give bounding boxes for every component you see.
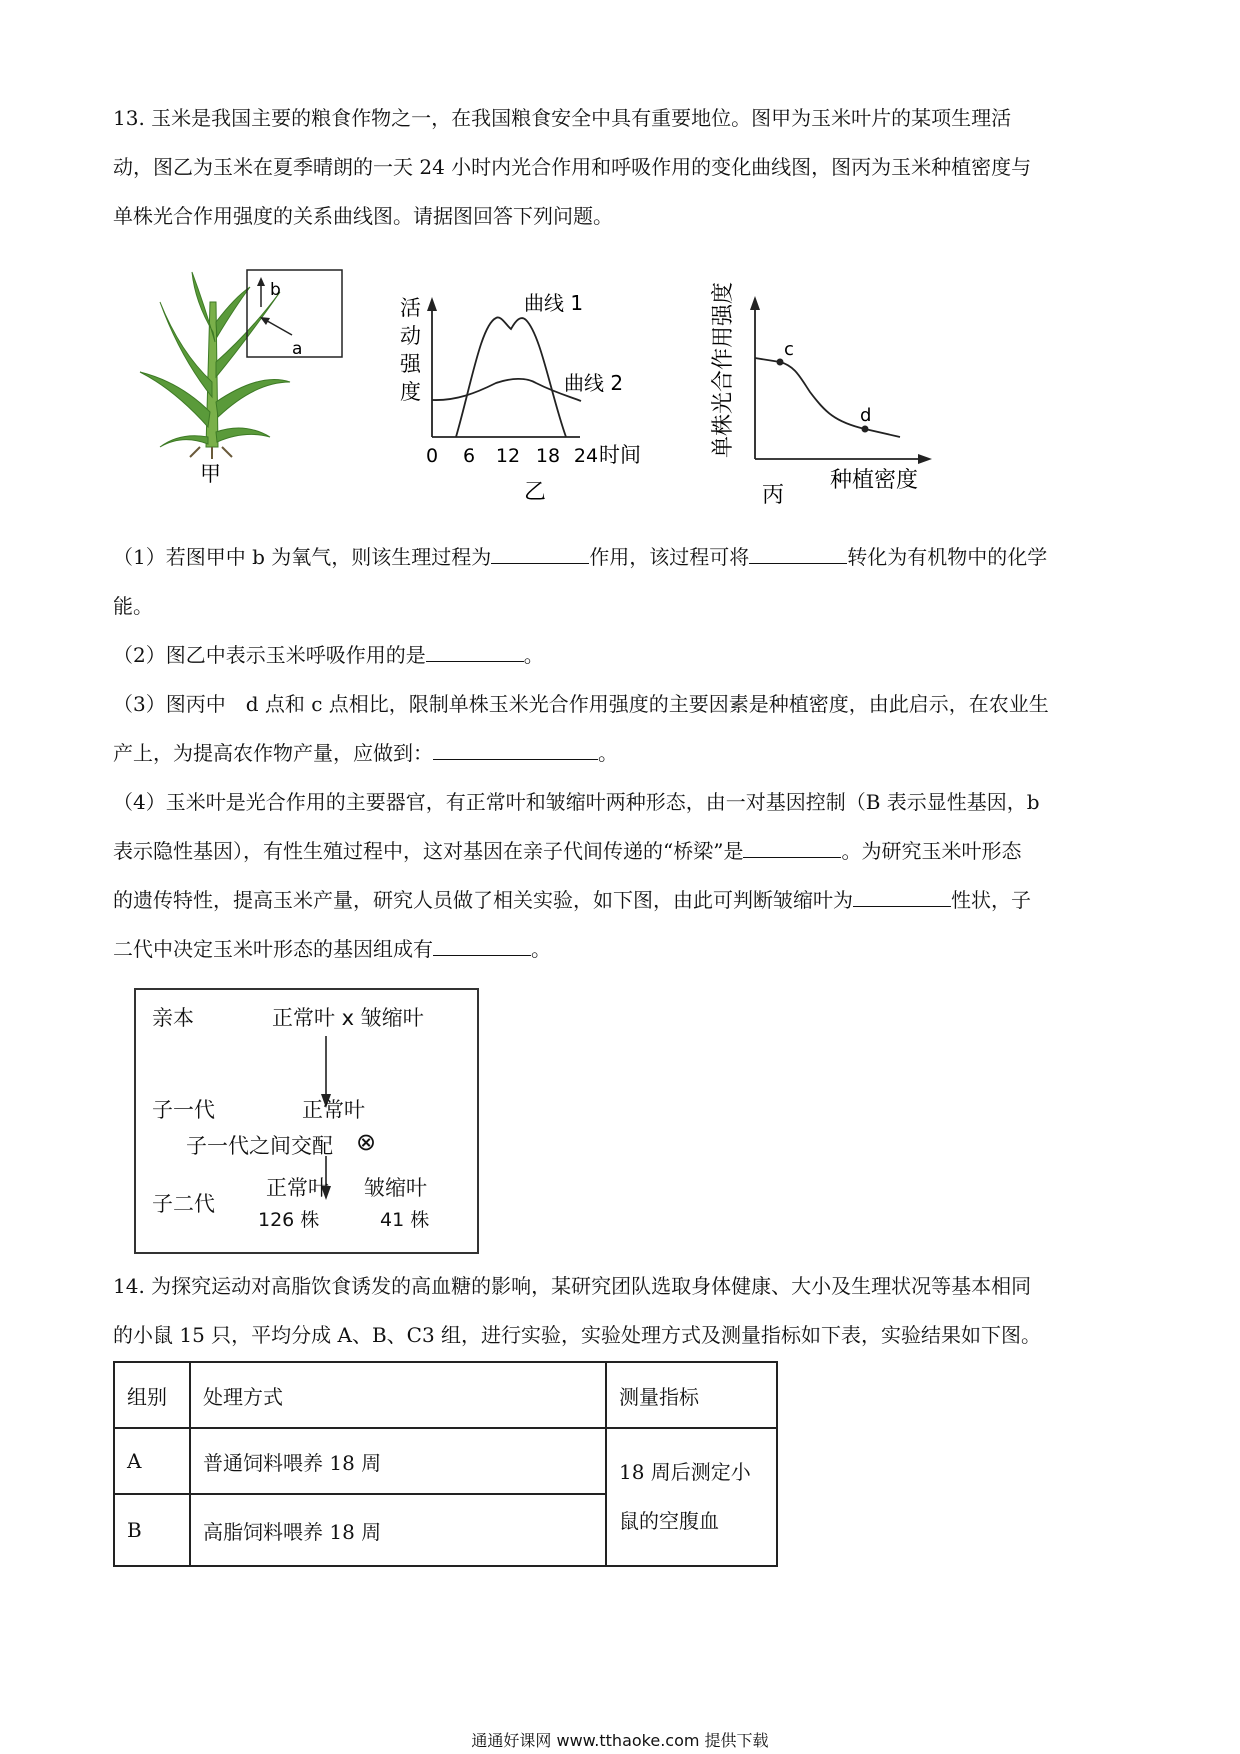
q14-treatment-table	[113, 1361, 778, 1567]
corn-plant-illustration	[140, 272, 290, 459]
q14-stem-line2: 的小鼠 15 只，平均分成 A、B、C3 组，进行实验，实验处理方式及测量指标如下表，实验结果如下图。	[113, 1323, 1042, 1347]
cross-f2-label: 子二代	[152, 1192, 215, 1216]
table-header-group: 组别	[114, 1362, 190, 1428]
figure-jia	[120, 262, 360, 492]
q13-part4-line3: 的遗传特性，提高玉米产量，研究人员做了相关实验，如下图，由此可判断皱缩叶为 性状，子	[113, 876, 1125, 925]
cross-parent-label: 亲本	[152, 1006, 194, 1030]
table-cell-measure: 18 周后测定小 鼠的空腹血	[606, 1428, 777, 1566]
figure-bing-xlabel: 种植密度	[830, 468, 919, 493]
q13-stem-line3: 单株光合作用强度的关系曲线图。请据图回答下列问题。	[113, 204, 613, 228]
figure-bing	[700, 262, 940, 512]
answer-blank[interactable]	[433, 737, 598, 760]
cross-parent-phenotypes: 正常叶 x 皱缩叶	[272, 1006, 424, 1030]
q13-part4-line2: 表示隐性基因），有性生殖过程中，这对基因在亲子代间传递的“桥梁”是 。为研究玉米叶形态	[113, 827, 1125, 876]
point-d	[862, 426, 869, 433]
answer-blank[interactable]	[853, 884, 951, 907]
table-cell-treatment: 高脂饲料喂养 18 周	[190, 1494, 606, 1566]
label-a: a	[292, 339, 303, 359]
svg-text:12: 12	[495, 445, 521, 467]
answer-blank[interactable]	[491, 541, 589, 564]
cross-f2-wrinkled-count: 41 株	[380, 1209, 430, 1231]
q13-part4-line4: 二代中决定玉米叶形态的基因组成有 。	[113, 925, 1125, 974]
svg-text:18: 18	[535, 445, 561, 467]
q13-stem-line2: 动，图乙为玉米在夏季晴朗的一天 24 小时内光合作用和呼吸作用的变化曲线图，图丙为玉米种植密度与	[113, 155, 1032, 179]
svg-text:活: 活	[400, 296, 421, 320]
cross-f1-phenotype: 正常叶	[302, 1098, 365, 1122]
q13-part1-line2: 能。	[113, 594, 153, 618]
cross-f1-label: 子一代	[152, 1098, 215, 1122]
figure-yi	[396, 285, 666, 510]
answer-blank[interactable]	[426, 639, 524, 662]
figure-bing-ylabel: 单株光合作用强度	[711, 281, 736, 458]
q13-part3-line1: （3）图丙中 d 点和 c 点相比，限制单株玉米光合作用强度的主要因素是种植密度，由此启示，在农业生	[113, 692, 1049, 716]
figure-yi-x-ticks	[426, 445, 598, 467]
label-c: c	[784, 339, 794, 360]
svg-text:度: 度	[400, 380, 421, 404]
curve-2-label: 曲线 2	[564, 371, 624, 395]
svg-text:0: 0	[425, 445, 439, 467]
table-cell-group: A	[114, 1428, 190, 1494]
figure-yi-ylabel	[400, 296, 422, 404]
page-footer: 通通好课网 www.tthaoke.com 提供下载	[471, 1731, 769, 1750]
table-header-measure: 测量指标	[606, 1362, 777, 1428]
density-curve	[755, 358, 900, 437]
curve-1-line	[456, 317, 566, 437]
table-header-treatment: 处理方式	[190, 1362, 606, 1428]
q14-stem-line1: 14. 为探究运动对高脂饮食诱发的高血糖的影响，某研究团队选取身体健康、大小及生理状况等基本相同	[113, 1274, 1032, 1298]
q13-part4-line1: （4）玉米叶是光合作用的主要器官，有正常叶和皱缩叶两种形态，由一对基因控制（B 表示显性基因，b	[113, 790, 1040, 814]
figure-bing-caption: 丙	[762, 483, 785, 508]
genetic-cross-diagram	[134, 988, 479, 1254]
answer-blank[interactable]	[743, 835, 841, 858]
curve-1-label: 曲线 1	[524, 291, 584, 315]
svg-text:动: 动	[400, 324, 421, 348]
self-cross-symbol: ⊗	[356, 1128, 377, 1156]
table-cell-treatment: 普通饲料喂养 18 周	[190, 1428, 606, 1494]
figure-yi-x-unit: 时间	[599, 443, 641, 467]
label-b: b	[270, 280, 281, 300]
cross-f1-mating: 子一代之间交配	[186, 1134, 333, 1158]
curve-2-line	[432, 379, 581, 401]
q13-part1-line1: （1）若图甲中 b 为氧气，则该生理过程为 作用，该过程可将 转化为有机物中的化学	[113, 533, 1125, 582]
figure-yi-caption: 乙	[524, 480, 547, 505]
q13-part3-line2: 产上，为提高农作物产量，应做到： 。	[113, 729, 1125, 778]
label-d: d	[860, 405, 872, 426]
svg-text:强: 强	[400, 352, 421, 376]
table-row	[114, 1428, 777, 1494]
q13-stem-line1: 13. 玉米是我国主要的粮食作物之一，在我国粮食安全中具有重要地位。图甲为玉米叶片的某项生理活	[113, 106, 1012, 130]
cross-f2-normal-count: 126 株	[258, 1209, 320, 1231]
cross-f2-wrinkled: 皱缩叶	[364, 1176, 427, 1200]
cross-f2-normal: 正常叶	[266, 1176, 329, 1200]
point-c	[777, 359, 784, 366]
table-cell-group: B	[114, 1494, 190, 1566]
figure-jia-caption: 甲	[200, 462, 221, 486]
svg-text:24: 24	[573, 445, 599, 467]
svg-text:6: 6	[462, 445, 476, 467]
answer-blank[interactable]	[749, 541, 847, 564]
q13-part2: （2）图乙中表示玉米呼吸作用的是 。	[113, 631, 1125, 680]
answer-blank[interactable]	[433, 933, 531, 956]
